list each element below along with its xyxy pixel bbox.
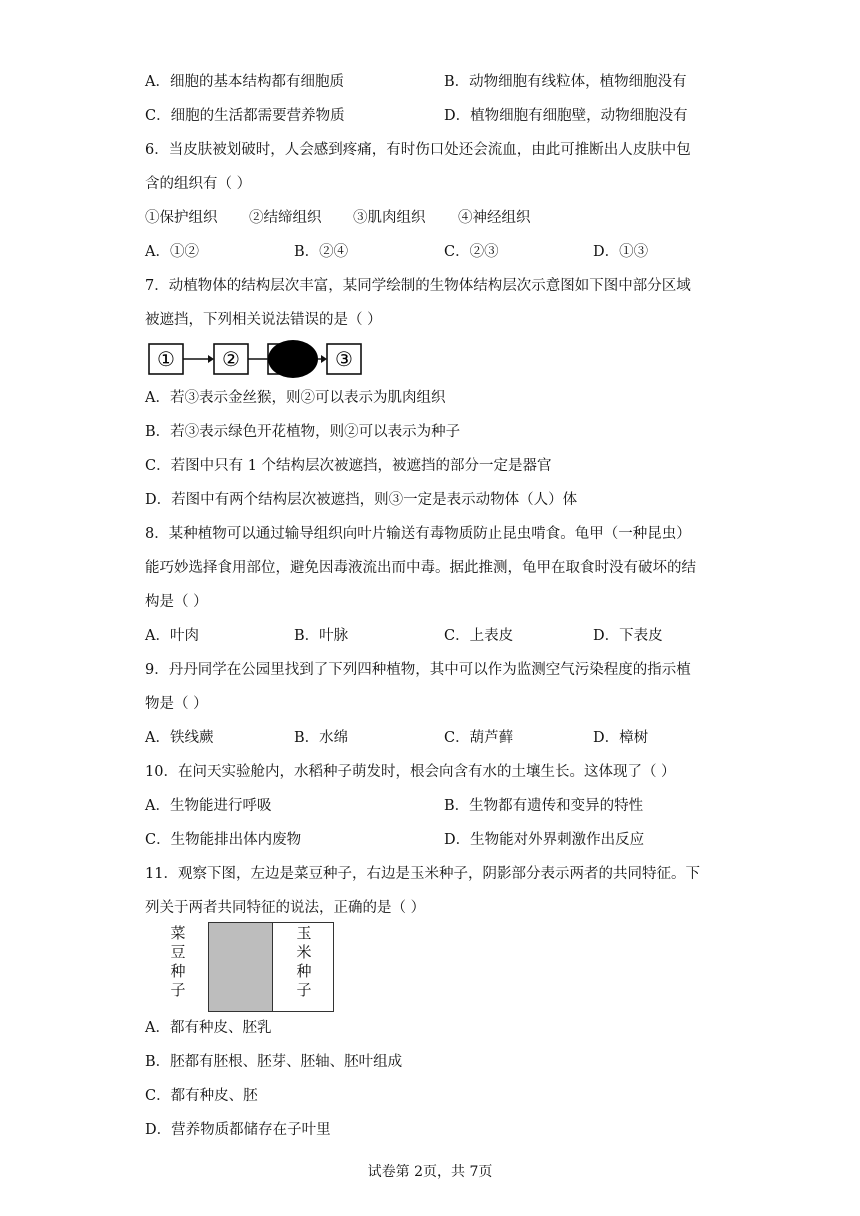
q10-option-a: A．生物能进行呼吸 xyxy=(145,798,272,814)
venn-right-label xyxy=(294,924,314,1000)
q11-option-a: A．都有种皮、胚乳 xyxy=(145,1020,272,1036)
seed-comparison-diagram xyxy=(166,920,334,1012)
q7-stem-line2: 被遮挡，下列相关说法错误的是（ ） xyxy=(145,312,382,328)
q8-stem-line3: 构是（ ） xyxy=(145,594,208,610)
venn-right-char-1: 玉 xyxy=(296,924,312,942)
q8-stem-line2: 能巧妙选择食用部位，避免因毒液流出而中毒。据此推测，龟甲在取食时没有破坏的结 xyxy=(145,560,696,576)
diagram-arrowhead-1 xyxy=(208,355,214,363)
q11-option-d: D．营养物质都储存在子叶里 xyxy=(145,1122,331,1138)
q11-stem-line1: 11．观察下图，左边是菜豆种子，右边是玉米种子，阴影部分表示两者的共同特征。下 xyxy=(145,866,700,882)
q10-stem: 10．在问天实验舱内，水稻种子萌发时，根会向含有水的土壤生长。这体现了（ ） xyxy=(145,764,676,780)
q9-option-a: A．铁线蕨 xyxy=(145,730,214,746)
venn-shared-region xyxy=(208,922,273,1012)
q9-stem-line1: 9．丹丹同学在公园里找到了下列四种植物，其中可以作为监测空气污染程度的指示植 xyxy=(145,662,691,678)
page-footer: 试卷第 2页，共 7页 xyxy=(367,1164,493,1180)
q6-option-d: D．①③ xyxy=(593,244,649,260)
venn-left-char-1: 菜 xyxy=(170,924,186,942)
q6-item-1: ①保护组织 xyxy=(145,210,218,226)
q6-option-a: A．①② xyxy=(145,244,199,260)
q8-option-d: D．下表皮 xyxy=(593,628,663,644)
q6-stem-line2: 含的组织有（ ） xyxy=(145,176,252,192)
q7-option-a: A．若③表示金丝猴，则②可以表示为肌肉组织 xyxy=(145,390,446,406)
q10-option-d: D．生物能对外界刺激作出反应 xyxy=(444,832,645,848)
diagram-arrowhead-3 xyxy=(321,355,327,363)
q11-option-c: C．都有种皮、胚 xyxy=(145,1088,258,1104)
q6-option-c: C．②③ xyxy=(444,244,499,260)
q11-option-b: B．胚都有胚根、胚芽、胚轴、胚叶组成 xyxy=(145,1054,403,1070)
q10-option-c: C．生物能排出体内废物 xyxy=(145,832,302,848)
diagram-occlusion-blob xyxy=(268,340,318,378)
q6-item-2: ②结缔组织 xyxy=(249,210,322,226)
q7-stem-line1: 7．动植物体的结构层次丰富，某同学绘制的生物体结构层次示意图如下图中部分区域 xyxy=(145,278,691,294)
q5-option-b: B．动物细胞有线粒体，植物细胞没有 xyxy=(444,74,687,90)
q9-option-b: B．水绵 xyxy=(294,730,349,746)
venn-left-label xyxy=(168,924,188,1000)
q5-option-c: C．细胞的生活都需要营养物质 xyxy=(145,108,345,124)
venn-right-char-4: 子 xyxy=(296,981,312,999)
q9-option-d: D．樟树 xyxy=(593,730,649,746)
q5-option-d: D．植物细胞有细胞壁，动物细胞没有 xyxy=(444,108,688,124)
diagram-box-1-label: ① xyxy=(157,347,175,371)
q8-option-c: C．上表皮 xyxy=(444,628,514,644)
structure-level-diagram xyxy=(148,340,362,378)
venn-right-char-3: 种 xyxy=(296,962,312,980)
venn-left-char-3: 种 xyxy=(170,962,186,980)
q8-option-b: B．叶脉 xyxy=(294,628,349,644)
q7-option-b: B．若③表示绿色开花植物，则②可以表示为种子 xyxy=(145,424,461,440)
q11-stem-line2: 列关于两者共同特征的说法，正确的是（ ） xyxy=(145,900,426,916)
q7-option-c: C．若图中只有 1 个结构层次被遮挡，被遮挡的部分一定是器官 xyxy=(145,458,552,474)
q7-option-d: D．若图中有两个结构层次被遮挡，则③一定是表示动物体（人）体 xyxy=(145,492,578,508)
q5-option-a: A．细胞的基本结构都有细胞质 xyxy=(145,74,344,90)
venn-right-char-2: 米 xyxy=(296,943,312,961)
q8-stem-line1: 8．某种植物可以通过输导组织向叶片输送有毒物质防止昆虫啃食。龟甲（一种昆虫） xyxy=(145,526,691,542)
venn-left-char-2: 豆 xyxy=(170,943,186,961)
q6-stem-line1: 6．当皮肤被划破时，人会感到疼痛，有时伤口处还会流血，由此可推断出人皮肤中包 xyxy=(145,142,691,158)
q6-item-3: ③肌肉组织 xyxy=(353,210,426,226)
q10-option-b: B．生物都有遗传和变异的特性 xyxy=(444,798,644,814)
venn-left-char-4: 子 xyxy=(170,981,186,999)
q9-stem-line2: 物是（ ） xyxy=(145,696,208,712)
q9-option-c: C．葫芦藓 xyxy=(444,730,514,746)
q8-option-a: A．叶肉 xyxy=(145,628,199,644)
diagram-box-3-label: ③ xyxy=(335,347,353,371)
diagram-box-2-label: ② xyxy=(222,347,240,371)
q6-item-4: ④神经组织 xyxy=(458,210,531,226)
q6-option-b: B．②④ xyxy=(294,244,349,260)
